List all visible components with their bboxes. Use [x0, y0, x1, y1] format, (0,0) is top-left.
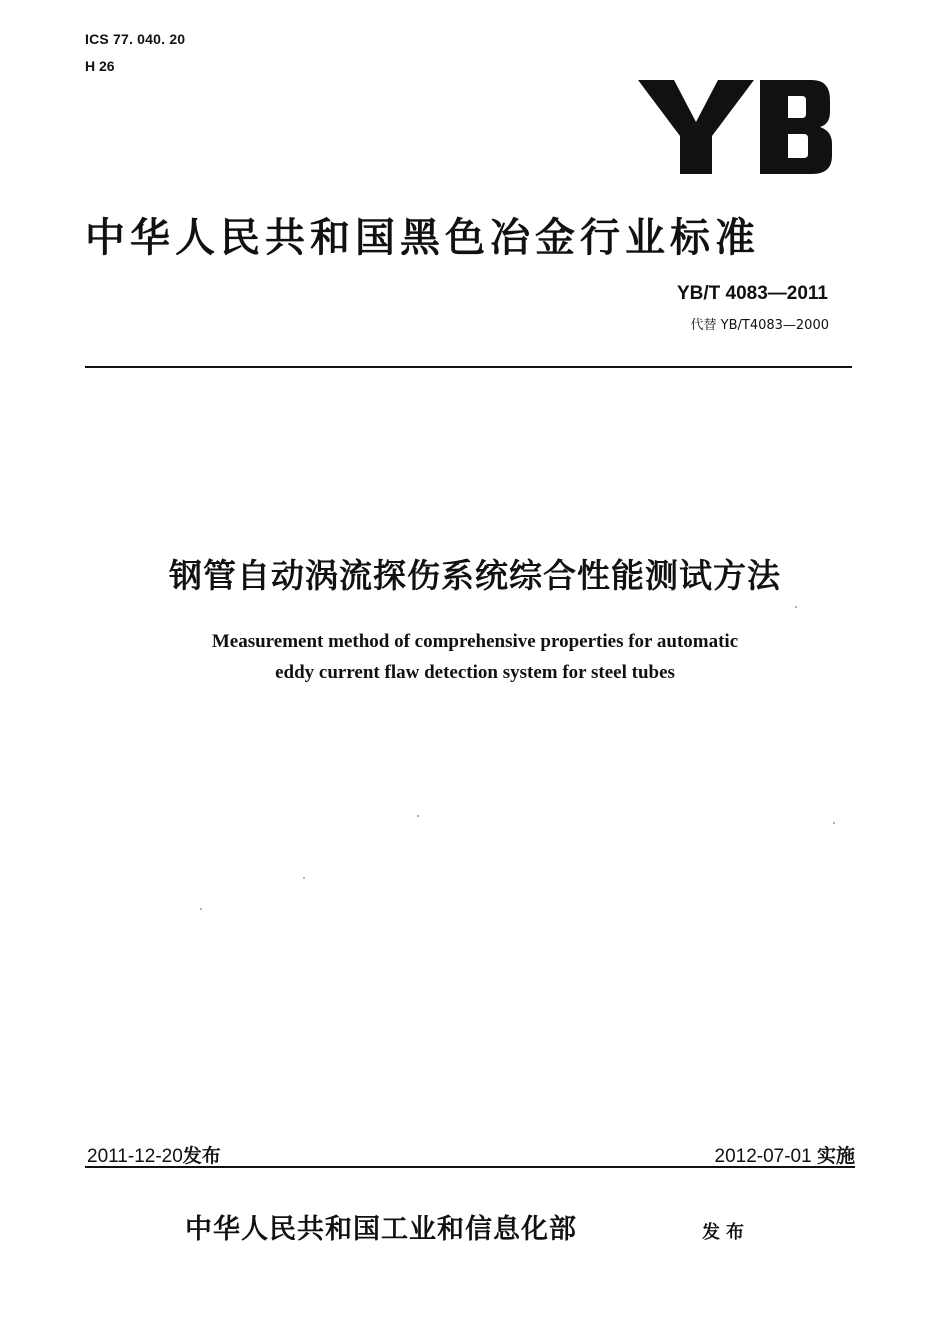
ccs-code: H 26	[85, 58, 115, 74]
implementation-label: 实施	[816, 1145, 855, 1167]
footer-divider	[85, 1166, 855, 1168]
implementation-date-block	[715, 1141, 856, 1168]
issue-label: 发布	[182, 1145, 221, 1167]
replaces-standard: 代替 YB/T4083—2000	[690, 318, 829, 333]
document-title-english-line2: eddy current flaw detection system for steel tubes	[275, 662, 675, 683]
document-title-english	[0, 626, 950, 688]
scan-speck	[303, 877, 305, 879]
document-title-english-line1: Measurement method of comprehensive properties for automatic	[211, 631, 739, 652]
yb-logo-mark	[636, 76, 836, 176]
scan-speck	[833, 822, 835, 824]
standard-number: YB/T 4083—2011	[676, 283, 828, 304]
document-title-chinese: 钢管自动涡流探伤系统综合性能测试方法	[169, 556, 781, 595]
scan-speck	[795, 606, 797, 608]
header-divider	[85, 366, 852, 368]
issue-date: 2011-12-20	[87, 1146, 183, 1167]
yb-logo	[636, 76, 836, 176]
publisher-name: 中华人民共和国工业和信息化部	[185, 1214, 577, 1245]
publish-action: 发布	[702, 1222, 750, 1243]
implementation-date: 2012-07-01	[714, 1146, 812, 1167]
standard-category-title: 中华人民共和国黑色冶金行业标准	[85, 215, 760, 261]
ics-code: ICS 77. 040. 20	[85, 31, 186, 47]
issue-date-block	[87, 1141, 221, 1168]
scan-speck	[200, 908, 202, 910]
scan-speck	[417, 815, 419, 817]
